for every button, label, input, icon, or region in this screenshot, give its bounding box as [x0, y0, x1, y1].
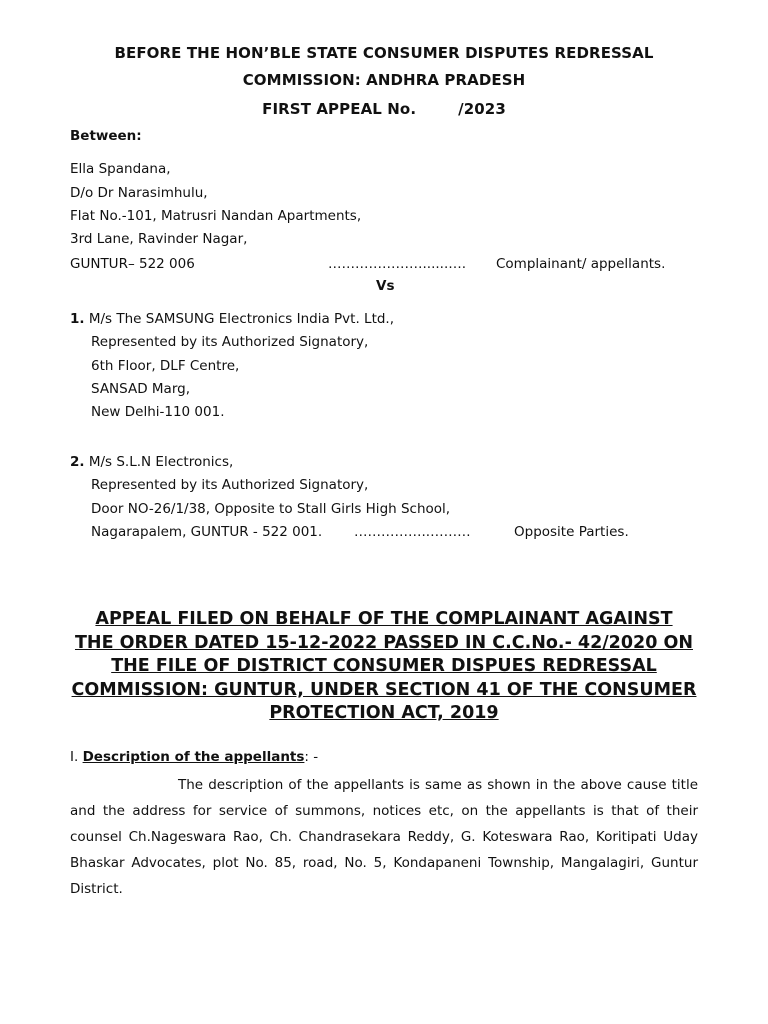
complainant-name: Ella Spandana,	[70, 161, 171, 177]
respondent-1-rep: Represented by its Authorized Signatory,	[91, 334, 369, 350]
section-1-numeral: I.	[70, 749, 79, 765]
appeal-title-line4: COMMISSION: GUNTUR, UNDER SECTION 41 OF THE CONSUMER	[71, 679, 697, 700]
complainant-address-2: 3rd Lane, Ravinder Nagar,	[70, 231, 248, 247]
appeal-title-line2: THE ORDER DATED 15-12-2022 PASSED IN C.C.No.- 42/2020 ON	[74, 632, 693, 653]
respondent-1-city: New Delhi-110 001.	[91, 404, 225, 420]
respondent-2-number: 2.	[70, 454, 85, 470]
respondent-1-name: M/s The SAMSUNG Electronics India Pvt. Ltd.,	[88, 311, 395, 327]
respondent-1-number: 1.	[70, 311, 85, 327]
appeal-number-prefix: FIRST APPEAL No.	[262, 100, 417, 118]
respondent-1-address-1: 6th Floor, DLF Centre,	[91, 358, 240, 374]
court-heading-line1: BEFORE THE HON’BLE STATE CONSUMER DISPUTES REDRESSAL	[114, 44, 654, 62]
respondent-2-line	[70, 454, 233, 470]
appeal-title-line5: PROTECTION ACT, 2019	[269, 703, 499, 723]
respondent-2-name: M/s S.L.N Electronics,	[88, 454, 234, 470]
respondent-2-city: Nagarapalem, GUNTUR - 522 001.	[91, 524, 323, 540]
complainant-dots: …………………......….	[328, 256, 467, 272]
section-1-suffix: : -	[304, 749, 319, 765]
complainant-role: Complainant/ appellants.	[496, 256, 666, 272]
respondent-2-address-1: Door NO-26/1/38, Opposite to Stall Girls High School,	[91, 501, 451, 517]
respondent-1-line	[70, 311, 394, 327]
section-1-paragraph: The description of the appellants is same as shown in the above cause title and the address for service of summons, notices etc, on the appellants is that of their counsel Ch.Nageswara Rao, Ch. Chandrasekara Reddy, G. Koteswara Rao, Koritipati Uday Bhaskar Advocates, plot No. 85, road, No. 5, Kondapaneni Township, Mangalagiri, Guntur District.	[70, 777, 698, 897]
between-label: Between:	[70, 128, 142, 144]
appeal-title-line1: APPEAL FILED ON BEHALF OF THE COMPLAINANT AGAINST	[95, 609, 673, 629]
court-heading-line2: COMMISSION: ANDHRA PRADESH	[242, 71, 526, 89]
respondent-1-address-2: SANSAD Marg,	[91, 381, 190, 397]
respondent-2-role: Opposite Parties.	[514, 524, 629, 540]
respondent-2-rep: Represented by its Authorized Signatory,	[91, 477, 369, 493]
appeal-title-line3: THE FILE OF DISTRICT CONSUMER DISPUES REDRESSAL	[111, 656, 657, 676]
complainant-address-1: Flat No.-101, Matrusri Nandan Apartments,	[70, 208, 362, 224]
appeal-title	[60, 608, 708, 726]
section-1-title: Description of the appellants	[82, 749, 305, 765]
complainant-city: GUNTUR– 522 006	[70, 256, 195, 272]
section-1-heading	[70, 749, 318, 765]
appeal-number-year: /2023	[458, 100, 506, 118]
appeal-number-line	[0, 100, 768, 118]
complainant-parent: D/o Dr Narasimhulu,	[70, 185, 208, 201]
versus-label: Vs	[376, 278, 395, 294]
respondent-2-dots: ……………..………	[354, 524, 471, 540]
